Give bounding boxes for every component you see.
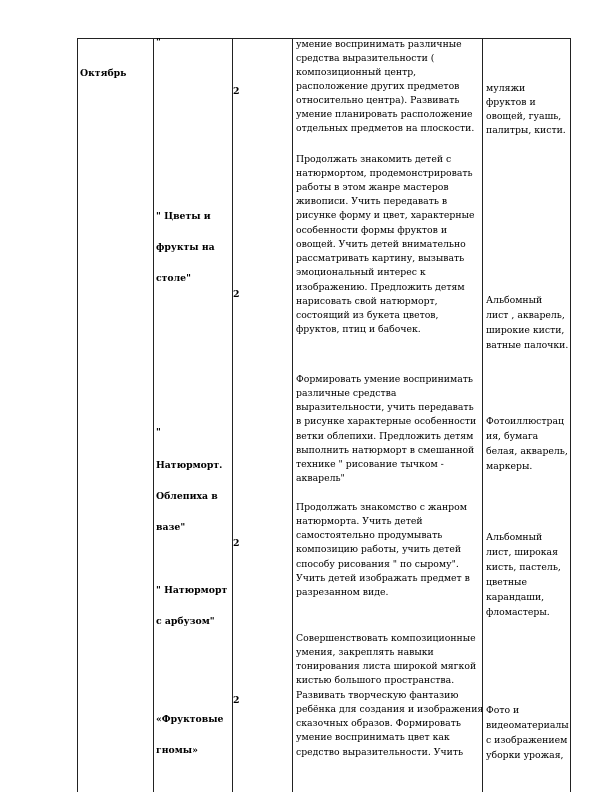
content-line: овощей. Учить детей внимательно xyxy=(296,239,466,250)
content-line: кистью большого пространства. xyxy=(296,675,455,686)
content-line: средство выразительности. Учить xyxy=(296,747,464,758)
content-line: состоящий из букета цветов, xyxy=(296,310,439,321)
content-line: относительно центра). Развивать xyxy=(296,95,460,106)
content-line: Формировать умение воспринимать xyxy=(296,374,473,385)
content-line: живописи. Учить передавать в xyxy=(296,196,448,207)
content-line: средства выразительности ( xyxy=(296,53,435,64)
content-line: рисунке форму и цвет, характерные xyxy=(296,210,475,221)
table-column-divider xyxy=(482,38,483,792)
materials-line: широкие кисти, xyxy=(486,325,565,336)
materials-line: Альбомный xyxy=(486,532,543,543)
theme-line: " xyxy=(156,427,161,438)
hours-cell: 2 xyxy=(233,86,240,97)
content-line: натюрморта. Учить детей xyxy=(296,516,423,527)
table-border-right xyxy=(570,38,571,792)
content-line: умение воспринимать цвет как xyxy=(296,732,450,743)
content-line: расположение других предметов xyxy=(296,81,460,92)
content-line: композиционный центр, xyxy=(296,67,417,78)
hours-cell: 2 xyxy=(233,695,240,706)
content-line: особенности формы фруктов и xyxy=(296,225,448,236)
content-line: отдельных предметов на плоскости. xyxy=(296,123,475,134)
content-line: эмоциональный интерес к xyxy=(296,267,426,278)
materials-line: Фотоиллюстрац xyxy=(486,416,564,427)
content-line: умения, закреплять навыки xyxy=(296,647,434,658)
content-line: умение планировать расположение xyxy=(296,109,473,120)
table-column-divider xyxy=(232,38,233,792)
content-line: Продолжать знакомство с жанром xyxy=(296,502,467,513)
content-line: способу рисования " по сырому". xyxy=(296,559,459,570)
content-line: технике " рисование тычком - xyxy=(296,459,444,470)
content-line: акварель" xyxy=(296,473,345,484)
theme-line: фрукты на xyxy=(156,242,215,253)
materials-line: цветные xyxy=(486,577,527,588)
materials-line: белая, акварель, xyxy=(486,446,568,457)
content-line: сказочных образов. Формировать xyxy=(296,718,461,729)
content-line: Развивать творческую фантазию xyxy=(296,690,459,701)
theme-line: " Цветы и xyxy=(156,211,211,222)
materials-line: видеоматериалы xyxy=(486,720,569,731)
materials-line: лист, широкая xyxy=(486,547,558,558)
content-line: композицию работы, учить детей xyxy=(296,544,462,555)
materials-line: фломастеры. xyxy=(486,607,550,618)
table-column-divider xyxy=(292,38,293,792)
materials-line: маркеры. xyxy=(486,461,533,472)
materials-line: ватные палочки. xyxy=(486,340,569,351)
theme-line: «Фруктовые xyxy=(156,714,224,725)
theme-line: " Натюрморт xyxy=(156,585,228,596)
materials-line: Альбомный xyxy=(486,295,543,306)
content-line: нарисовать свой натюрморт, xyxy=(296,296,438,307)
table-border-left xyxy=(77,38,78,792)
theme-cell: " xyxy=(156,37,161,48)
content-line: выразительности, учить передавать xyxy=(296,402,474,413)
content-line: Совершенствовать композиционные xyxy=(296,633,476,644)
materials-line: фруктов и xyxy=(486,97,536,108)
content-line: рассматривать картину, вызывать xyxy=(296,253,465,264)
materials-line: муляжи xyxy=(486,83,526,94)
hours-cell: 2 xyxy=(233,289,240,300)
content-line: ребёнка для создания и изображения xyxy=(296,704,484,715)
content-line: разрезанном виде. xyxy=(296,587,389,598)
materials-line: с изображением xyxy=(486,735,568,746)
theme-line: Облепиха в xyxy=(156,491,218,502)
theme-line: столе" xyxy=(156,273,191,284)
content-line: Учить детей изображать предмет в xyxy=(296,573,470,584)
content-line: различные средства xyxy=(296,388,397,399)
content-line: ветки облепихи. Предложить детям xyxy=(296,431,474,442)
theme-line: Натюрморт. xyxy=(156,460,223,471)
content-line: умение воспринимать различные xyxy=(296,39,462,50)
content-line: изображению. Предложить детям xyxy=(296,282,465,293)
materials-line: овощей, гуашь, xyxy=(486,111,562,122)
month-label: Октябрь xyxy=(80,68,127,79)
content-line: самостоятельно продумывать xyxy=(296,530,443,541)
materials-line: Фото и xyxy=(486,705,520,716)
hours-cell: 2 xyxy=(233,538,240,549)
materials-line: уборки урожая, xyxy=(486,750,564,761)
content-line: выполнить натюрморт в смешанной xyxy=(296,445,475,456)
content-line: натюрмортом, продемонстрировать xyxy=(296,168,473,179)
materials-line: карандаши, xyxy=(486,592,545,603)
materials-line: кисть, пастель, xyxy=(486,562,561,573)
content-line: в рисунке характерные особенности xyxy=(296,416,477,427)
content-line: тонирования листа широкой мягкой xyxy=(296,661,477,672)
content-line: фруктов, птиц и бабочек. xyxy=(296,324,421,335)
theme-line: гномы» xyxy=(156,745,198,756)
materials-line: палитры, кисти. xyxy=(486,125,566,136)
content-line: работы в этом жанре мастеров xyxy=(296,182,449,193)
theme-line: вазе" xyxy=(156,522,186,533)
table-column-divider xyxy=(153,38,154,792)
materials-line: ия, бумага xyxy=(486,431,539,442)
theme-line: с арбузом" xyxy=(156,616,215,627)
materials-line: лист , акварель, xyxy=(486,310,565,321)
content-line: Продолжать знакомить детей с xyxy=(296,154,452,165)
